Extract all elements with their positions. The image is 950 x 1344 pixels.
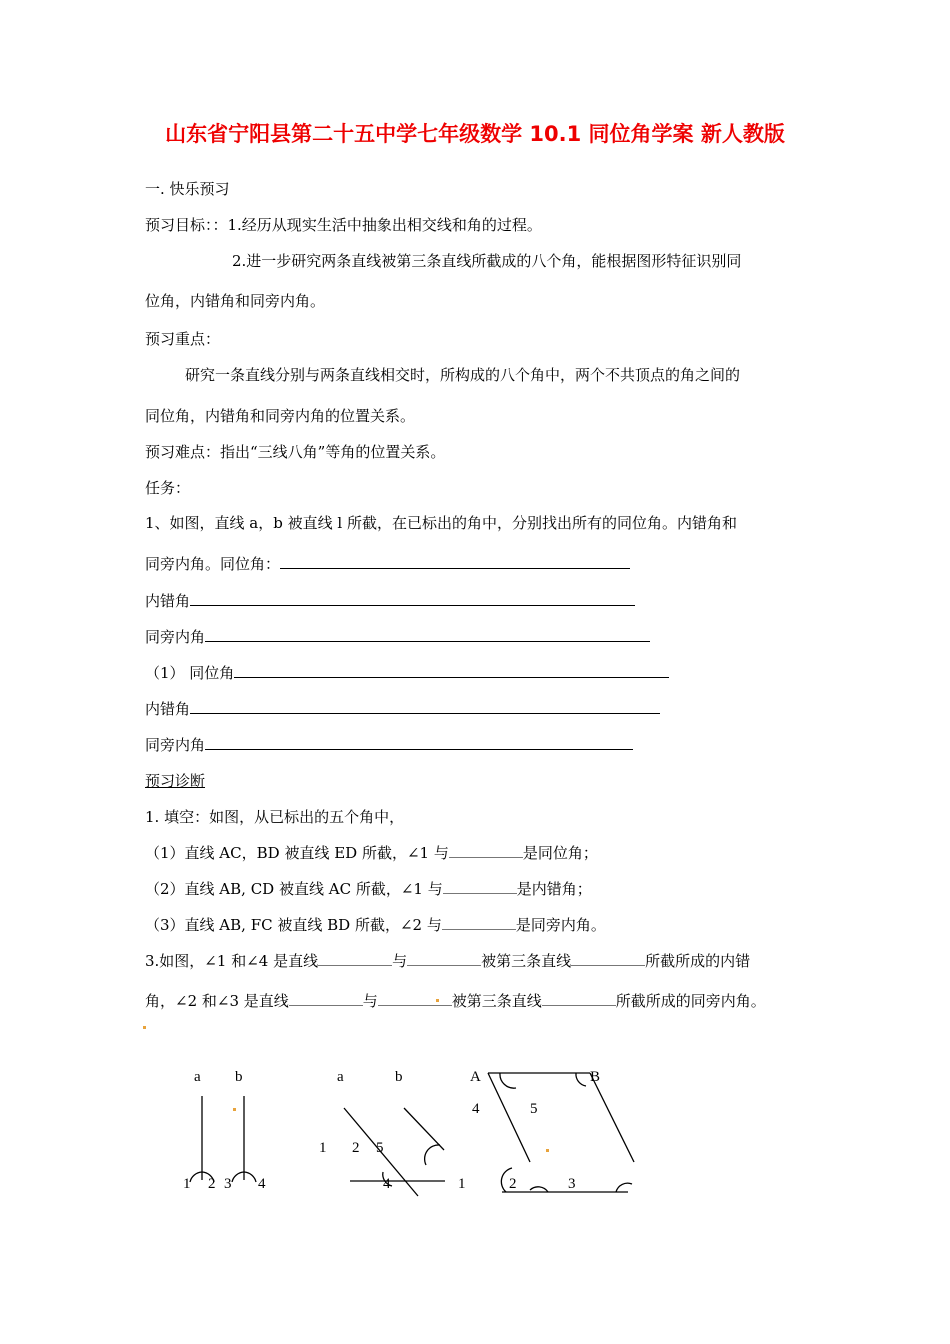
label-2: 2 xyxy=(352,1140,360,1156)
goal-line-1: 预习目标：：1.经历从现实生活中抽象出相交线和角的过程。 xyxy=(145,216,542,234)
label-5: 5 xyxy=(376,1140,384,1156)
q3-text-6: 与 xyxy=(362,992,378,1010)
label-1: 1 xyxy=(319,1140,327,1156)
difficulty-text: 预习难点：指出“三线八角”等角的位置关系。 xyxy=(145,443,446,461)
diagnosis-heading: 预习诊断 xyxy=(145,772,206,790)
label-4: 4 xyxy=(258,1176,266,1192)
label-5: 5 xyxy=(530,1101,538,1117)
label-l1: 1 xyxy=(458,1176,466,1192)
q3-text-2: 与 xyxy=(392,952,408,970)
label-a: a xyxy=(194,1069,201,1085)
label-interior-angle: 同旁内角 xyxy=(145,736,206,754)
goal-line-2-cont: 位角，内错角和同旁内角。 xyxy=(145,292,326,310)
task-1-cont: 同旁内角。同位角： xyxy=(145,555,281,573)
line-A-down xyxy=(488,1073,530,1162)
q3-text-4: 所截所成的内错 xyxy=(645,952,751,970)
label-1-corresponding: （1） 同位角 xyxy=(145,664,235,682)
label-4: 4 xyxy=(383,1176,391,1192)
q3-text-3: 被第三条直线 xyxy=(481,952,572,970)
label-b: b xyxy=(235,1069,243,1085)
label-1: 1 xyxy=(183,1176,191,1192)
angle-arc xyxy=(232,1172,244,1182)
label-b: b xyxy=(395,1069,403,1085)
angle-arc xyxy=(190,1172,202,1182)
q1-2-suffix: 是内错角； xyxy=(516,880,592,898)
section-heading: 一. 快乐预习 xyxy=(145,180,230,198)
q1-1-text: （1）直线 AC，BD 被直线 ED 所截，∠1 与 xyxy=(145,844,449,862)
q1-2-text: （2）直线 AB, CD 被直线 AC 所截，∠1 与 xyxy=(145,880,443,898)
label-alternate-angle: 内错角 xyxy=(145,700,191,718)
label-3: 3 xyxy=(224,1176,232,1192)
goal-line-2: 2.进一步研究两条直线被第三条直线所截成的八个角，能根据图形特征识别同 xyxy=(232,252,742,270)
angle-arc xyxy=(500,1073,516,1088)
label-2: 2 xyxy=(208,1176,216,1192)
angle-arc xyxy=(616,1183,632,1192)
q3-text-1: 3.如图，∠1 和∠4 是直线 xyxy=(145,952,319,970)
line-B-down xyxy=(590,1073,634,1162)
focus-text-cont: 同位角，内错角和同旁内角的位置关系。 xyxy=(145,407,416,425)
label-interior-angle: 同旁内角 xyxy=(145,628,206,646)
q3-text-7: 被第三条直线 xyxy=(451,992,542,1010)
q3-text-8: 所截所成的同旁内角。 xyxy=(615,992,766,1010)
figure-3-labels xyxy=(470,1069,600,1192)
figure-1 xyxy=(190,1096,256,1182)
angle-arc xyxy=(244,1172,256,1182)
label-4: 4 xyxy=(472,1101,480,1117)
label-a: a xyxy=(337,1069,344,1085)
figure-3 xyxy=(488,1073,634,1192)
figure-2-labels xyxy=(319,1069,466,1192)
label-2: 2 xyxy=(509,1176,517,1192)
q1-1-suffix: 是同位角； xyxy=(522,844,598,862)
label-B: B xyxy=(590,1069,601,1085)
task-label: 任务： xyxy=(145,479,191,497)
focus-text: 研究一条直线分别与两条直线相交时，所构成的八个角中，两个不共顶点的角之间的 xyxy=(185,366,741,384)
task-1: 1、如图，直线 a，b 被直线 l 所截，在已标出的角中，分别找出所有的同位角。内错角和 xyxy=(145,514,737,532)
q1-3-text: （3）直线 AB, FC 被直线 BD 所截，∠2 与 xyxy=(145,916,442,934)
angle-arc xyxy=(576,1073,586,1086)
label-alternate-angle: 内错角 xyxy=(145,592,191,610)
angle-arc xyxy=(530,1187,548,1192)
line-b xyxy=(404,1108,444,1150)
focus-label: 预习重点： xyxy=(145,330,221,348)
label-A: A xyxy=(470,1069,481,1085)
question-1: 1. 填空：如图，从已标出的五个角中， xyxy=(145,808,405,826)
label-3: 3 xyxy=(568,1176,576,1192)
q3-text-5: 角，∠2 和∠3 是直线 xyxy=(145,992,289,1010)
angle-arc xyxy=(425,1145,440,1165)
document-title: 山东省宁阳县第二十五中学七年级数学 10.1 同位角学案 新人教版 xyxy=(165,122,785,146)
q1-3-suffix: 是同旁内角。 xyxy=(515,916,606,934)
